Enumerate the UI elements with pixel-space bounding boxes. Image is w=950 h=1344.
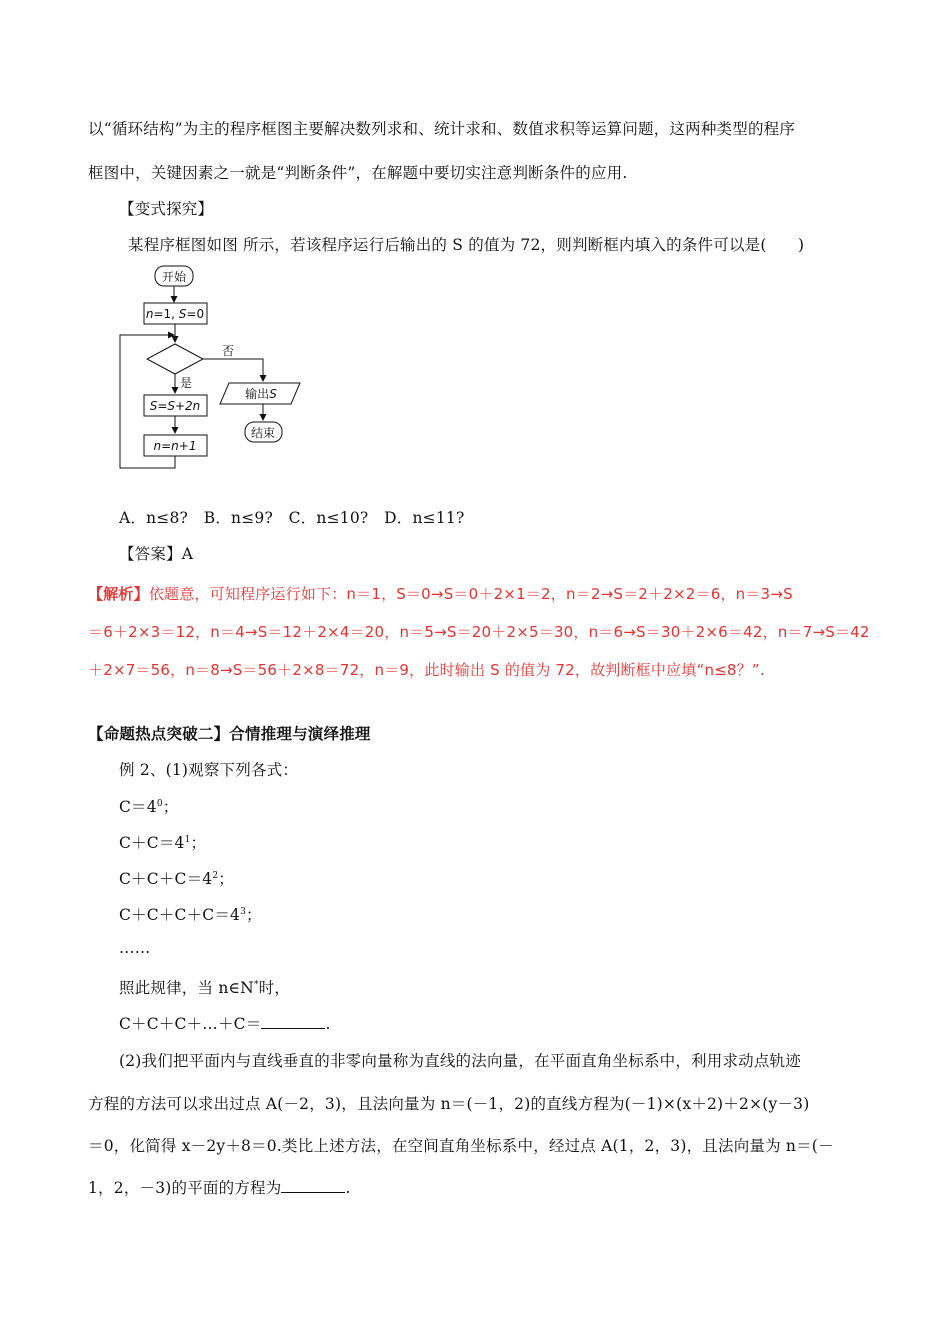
- variant-heading: 【变式探究】: [119, 200, 214, 218]
- variant-question: 某程序框图如图 所示，若该程序运行后输出的 S 的值为 72，则判断框内填入的条件可以是( ): [128, 236, 805, 254]
- part2-line-1: (2)我们把平面内与直线垂直的非零向量称为直线的法向量，在平面直角坐标系中，利用求动点轨迹: [119, 1052, 801, 1070]
- flow-end-text: 结束: [250, 426, 276, 440]
- flow-init-text: n=1, S=0: [145, 307, 205, 321]
- part2-line-3: ＝0，化简得 x－2y＋8＝0.类比上述方法，在空间直角坐标系中，经过点 A(1，2，3)，且法向量为 n＝(－: [88, 1137, 834, 1155]
- sum-line: C＋C＋C＋…＋C＝ .: [119, 1015, 331, 1033]
- variant-answer: 【答案】A: [119, 545, 194, 563]
- rule-line: 照此规律，当 n∈N*时，: [119, 979, 291, 997]
- equation-3: $C+C+C=4^2$；: [119, 870, 234, 888]
- analysis-line-1: 【解析】依题意，可知程序运行如下：n＝1，S＝0→S＝0＋2×1＝2，n＝2→S＝2＋2×2＝6，n＝3→S: [88, 585, 793, 603]
- variant-options: A．n≤8? B．n≤9? C．n≤10? D．n≤11?: [119, 509, 465, 527]
- flow-decision-diamond: [147, 344, 203, 374]
- intro-line-2: 框图中，关键因素之一就是“判断条件”，在解题中要切实注意判断条件的应用.: [88, 164, 628, 182]
- flow-update-s-text: S=S+2n: [149, 399, 201, 413]
- part2-line-2: 方程的方法可以求出过点 A(－2，3)，且法向量为 n＝(－1，2)的直线方程为(－1)×(x＋2)＋2×(y－3): [88, 1095, 810, 1113]
- flow-yes-label: 是: [180, 376, 193, 390]
- analysis-line-3: ＋2×7＝56，n＝8→S＝56＋2×8＝72，n＝9，此时输出 S 的值为 72，故判断框中应填“n≤8？”.: [88, 661, 765, 679]
- flow-start-text: 开始: [161, 270, 187, 284]
- ellipsis: ……: [119, 939, 151, 957]
- answer-blank-2: [281, 1191, 345, 1193]
- flow-output-text: 输出S: [245, 387, 277, 401]
- example-intro: 例 2、(1)观察下列各式：: [119, 761, 299, 779]
- analysis-tag: 【解析】: [88, 585, 149, 603]
- flow-update-n-text: n=n+1: [153, 439, 197, 453]
- equation-1: $C=4^0$；: [119, 798, 179, 816]
- flowchart: [114, 262, 314, 472]
- answer-blank-1: [261, 1027, 325, 1029]
- equation-4: $C+C+C+C=4^3$；: [119, 906, 262, 924]
- intro-line-1: 以“循环结构”为主的程序框图主要解决数列求和、统计求和、数值求积等运算问题，这两种类型的程序: [88, 120, 796, 138]
- section2-heading: 【命题热点突破二】合情推理与演绎推理: [88, 725, 371, 743]
- equation-2: $C+C=4^1$；: [119, 834, 207, 852]
- analysis-line-2: ＝6＋2×3＝12，n＝4→S＝12＋2×4＝20，n＝5→S＝20＋2×5＝30，n＝6→S＝30＋2×6＝42，n＝7→S＝42: [88, 623, 870, 641]
- flow-no-label: 否: [222, 344, 235, 358]
- part2-line-4: 1，2，－3)的平面的方程为 .: [88, 1179, 351, 1197]
